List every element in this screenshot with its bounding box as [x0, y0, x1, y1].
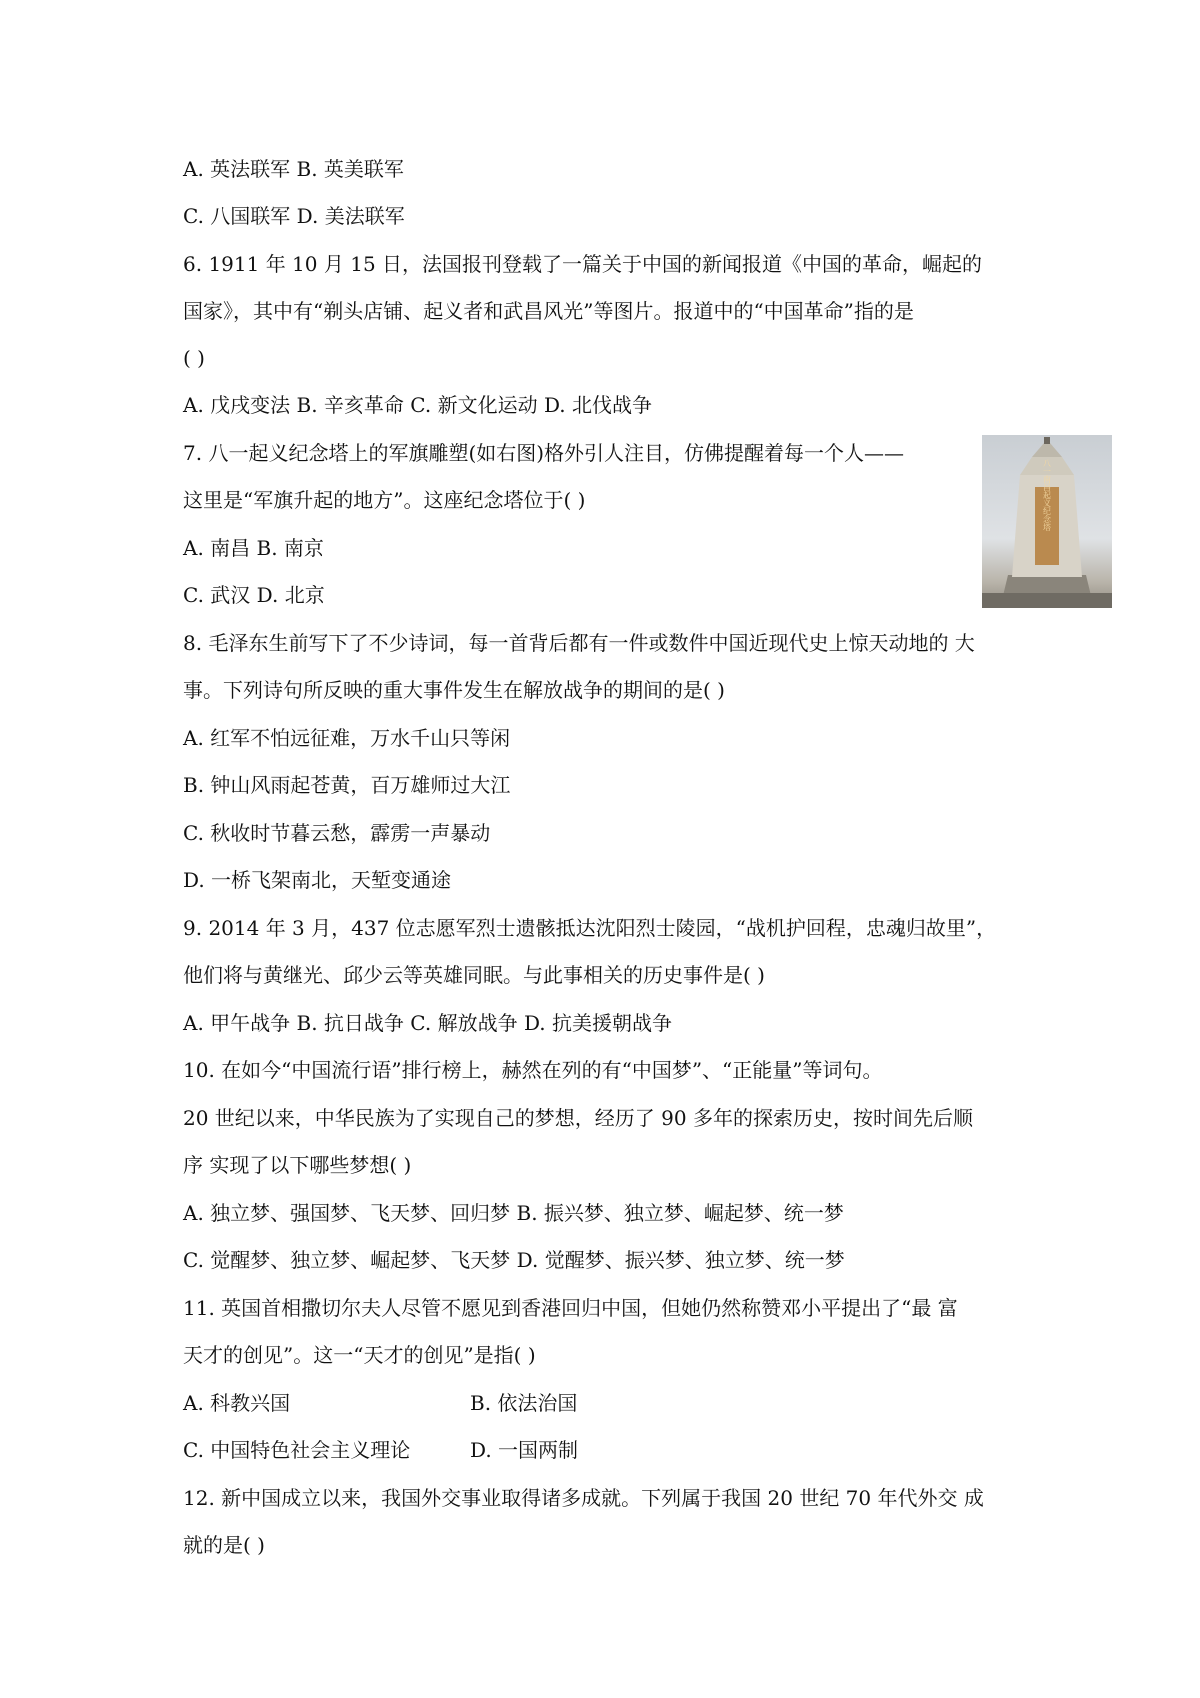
q7-options-ab: A. 南昌 B. 南京 [183, 536, 324, 560]
q11-stem-line-2: 天才的创见”。这一“天才的创见”是指( ) [183, 1343, 536, 1367]
q6-stem-line-1: 6. 1911 年 10 月 15 日，法国报刊登载了一篇关于中国的新闻报道《中国的革命，崛起的 [183, 252, 983, 276]
q9-stem-line-2: 他们将与黄继光、邱少云等英雄同眠。与此事相关的历史事件是( ) [183, 963, 765, 987]
q8-stem-line-1: 8. 毛泽东生前写下了不少诗词，每一首背后都有一件或数件中国近现代史上惊天动地的 大 [183, 631, 975, 655]
q8-option-d: D. 一桥飞架南北，天堑变通途 [183, 868, 452, 892]
q11-stem-line-1: 11. 英国首相撒切尔夫人尽管不愿见到香港回归中国，但她仍然称赞邓小平提出了“最 富 [183, 1296, 958, 1320]
q10-stem-line-3: 序 实现了以下哪些梦想( ) [183, 1153, 412, 1177]
q11-option-d: D. 一国两制 [470, 1438, 579, 1462]
q12-stem-line-1: 12. 新中国成立以来，我国外交事业取得诸多成就。下列属于我国 20 世纪 70 年代外交 成 [183, 1486, 984, 1510]
q11-option-a: A. 科教兴国 [183, 1391, 291, 1415]
q5-options-cd: C. 八国联军 D. 美法联军 [183, 204, 405, 228]
q10-stem-line-2: 20 世纪以来，中华民族为了实现自己的梦想，经历了 90 多年的探索历史，按时间先后顺 [183, 1106, 973, 1130]
q6-stem-line-2: 国家》，其中有“剃头店铺、起义者和武昌风光”等图片。报道中的“中国革命”指的是 [183, 299, 914, 323]
q6-options: A. 戊戌变法 B. 辛亥革命 C. 新文化运动 D. 北伐战争 [183, 393, 652, 417]
q11-option-c: C. 中国特色社会主义理论 [183, 1438, 411, 1462]
q11-options-cd [183, 1437, 579, 1463]
monument-inscription: 八一南昌起义纪念塔 [1042, 459, 1052, 531]
q10-stem-line-1: 10. 在如今“中国流行语”排行榜上，赫然在列的有“中国梦”、“正能量”等词句。 [183, 1058, 883, 1082]
q8-option-c: C. 秋收时节暮云愁，霹雳一声暴动 [183, 821, 491, 845]
q7-options-cd: C. 武汉 D. 北京 [183, 583, 325, 607]
q5-options-ab: A. 英法联军 B. 英美联军 [183, 157, 404, 181]
q10-options-cd: C. 觉醒梦、独立梦、崛起梦、飞天梦 D. 觉醒梦、振兴梦、独立梦、统一梦 [183, 1248, 845, 1272]
q7-stem-line-1: 7. 八一起义纪念塔上的军旗雕塑(如右图)格外引人注目，仿佛提醒着每一个人—— [183, 441, 905, 465]
q8-stem-line-2: 事。下列诗句所反映的重大事件发生在解放战争的期间的是( ) [183, 678, 725, 702]
q8-option-b: B. 钟山风雨起苍黄，百万雄师过大江 [183, 773, 511, 797]
q9-stem-line-1: 9. 2014 年 3 月，437 位志愿军烈士遗骸抵达沈阳烈士陵园，“战机护回程，忠魂归故里”， [183, 916, 997, 940]
q12-stem-line-2: 就的是( ) [183, 1533, 265, 1557]
monument-photo [982, 435, 1112, 608]
q9-options: A. 甲午战争 B. 抗日战争 C. 解放战争 D. 抗美援朝战争 [183, 1011, 672, 1035]
q10-options-ab: A. 独立梦、强国梦、飞天梦、回归梦 B. 振兴梦、独立梦、崛起梦、统一梦 [183, 1201, 844, 1225]
q7-stem-line-2: 这里是“军旗升起的地方”。这座纪念塔位于( ) [183, 488, 586, 512]
q6-answer-blank: ( ) [183, 346, 205, 370]
q11-options-ab [183, 1390, 578, 1416]
q11-option-b: B. 依法治国 [470, 1391, 578, 1415]
q8-option-a: A. 红军不怕远征难，万水千山只等闲 [183, 726, 511, 750]
